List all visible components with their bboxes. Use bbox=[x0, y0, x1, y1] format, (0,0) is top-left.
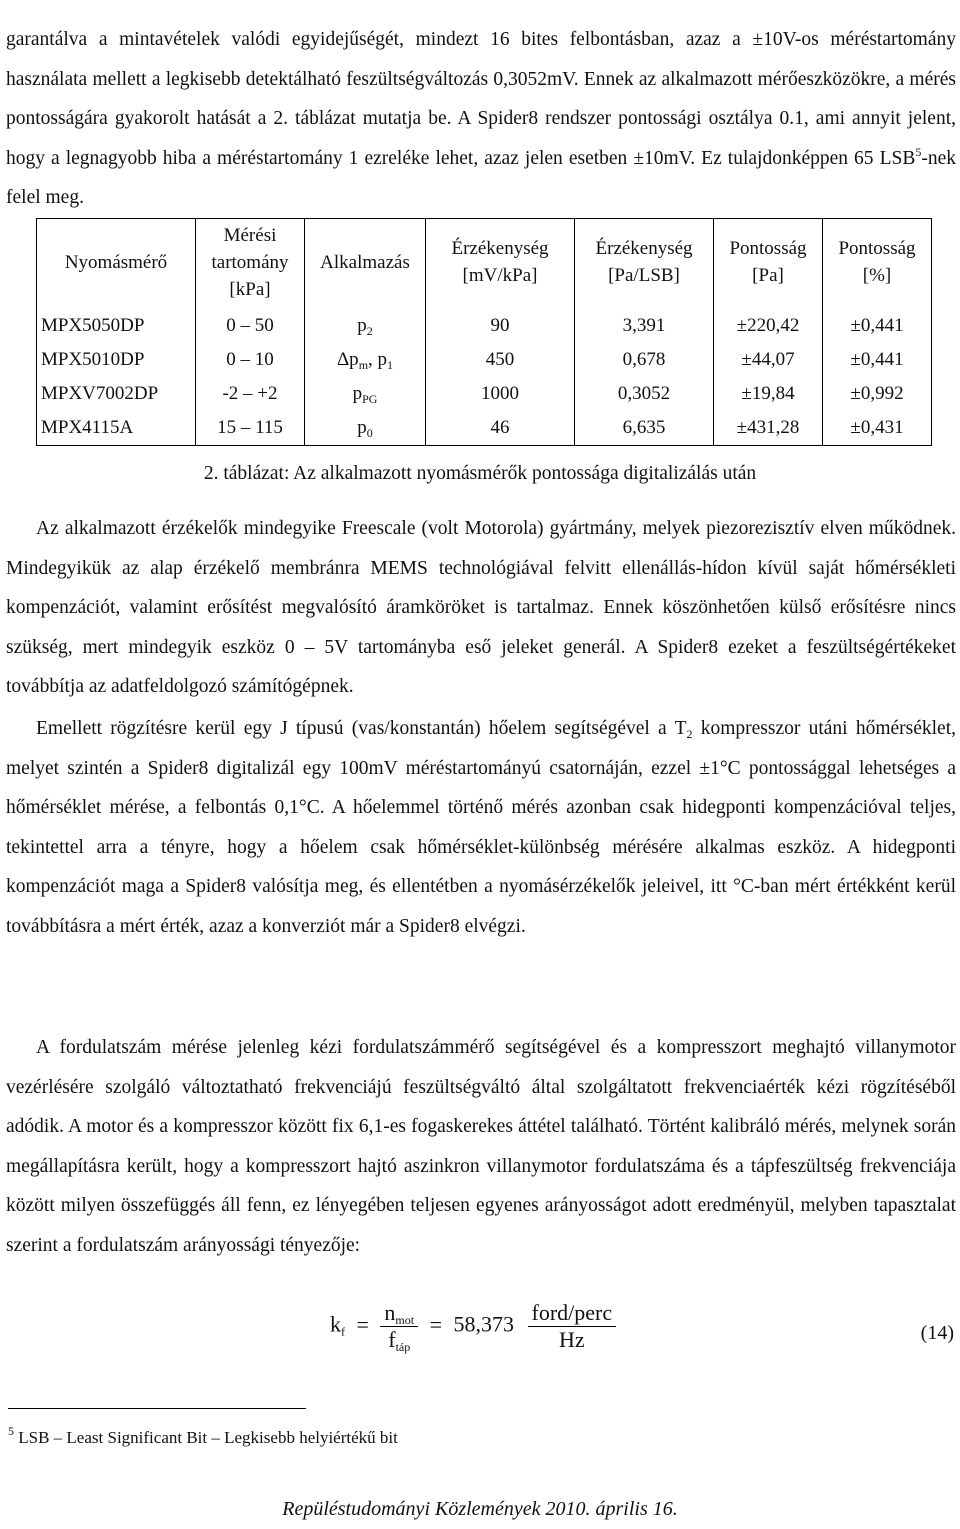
table-cell: ±0,441 bbox=[823, 305, 932, 343]
table-cell: 0,3052 bbox=[575, 377, 714, 411]
equation-number: (14) bbox=[920, 1322, 954, 1344]
table-cell: 90 bbox=[426, 305, 575, 343]
table-cell: $p_2$ bbox=[305, 305, 426, 343]
table-cell: 1000 bbox=[426, 377, 575, 411]
table-header: Érzékenység [mV/kPa] bbox=[426, 219, 575, 306]
table-cell: 450 bbox=[426, 343, 575, 377]
table-row bbox=[37, 305, 932, 343]
table-row bbox=[37, 411, 932, 446]
paragraph-thermocouple: Emellett rögzítésre kerül egy J típusú (vas/konstantán) hőelem segítségével a $T_2$ kompresszor utáni hőmérséklet, melyet szintén a Spider8 digitalizál egy 100mV méréstartományú csatornáján, ezzel ±1°C pontossággal lehetséges a hőmérséklet mérése, a felbontás 0,1°C. A hőelemmel történő mérés azonban csak hidegponti kompenzációval teljes, tekintettel arra a tényre, hogy a hőelem csak hőmérséklet-különbség mérésére alkalmas eszköz. A hidegponti kompenzációt maga a Spider8 valósítja meg, és ellentétben a nyomásérzékelők jeleivel, itt °C-ban mért értékként kerül továbbításra a mért érték, azaz a konverziót már a Spider8 elvégzi. bbox=[6, 718, 956, 937]
table-row bbox=[37, 377, 932, 411]
pressure-sensor-table bbox=[36, 218, 932, 446]
table-cell: ±431,28 bbox=[714, 411, 823, 446]
table-cell: 15 – 115 bbox=[196, 411, 305, 446]
table-header: Érzékenység [Pa/LSB] bbox=[575, 219, 714, 306]
footnote: $^5$ LSB – Least Significant Bit – Legkisebb helyiértékű bit bbox=[8, 1424, 398, 1447]
table-cell: MPX5010DP bbox=[37, 343, 196, 377]
table-cell: ±19,84 bbox=[714, 377, 823, 411]
paragraph-rpm: A fordulatszám mérése jelenleg kézi fordulatszámmérő segítségével és a kompresszort meghajtó villanymotor vezérlésére szolgáló változtatható frekvenciájú feszültségváltó által szolgáltatott frekvenciaérték kézi rögzítéséből adódik. A motor és a kompresszor között fix 6,1-es fogaskerekes áttétel található. Történt kalibráló mérés, melynek során megállapításra került, hogy a kompresszort hajtó aszinkron villanymotor fordulatszáma és a tápfeszültség frekvenciája között milyen összefüggés áll fenn, ez lényegében teljesen egyenes arányosságot adott eredményül, melyben tapasztalat szerint a fordulatszám arányossági tényezője: bbox=[6, 1037, 956, 1256]
table-cell: ±0,441 bbox=[823, 343, 932, 377]
table-header: Pontosság [Pa] bbox=[714, 219, 823, 306]
table-header: Mérési tartomány [kPa] bbox=[196, 219, 305, 306]
table-cell: 3,391 bbox=[575, 305, 714, 343]
table-cell: 6,635 bbox=[575, 411, 714, 446]
table-cell: 46 bbox=[426, 411, 575, 446]
table-cell: ±220,42 bbox=[714, 305, 823, 343]
table-cell: 0,678 bbox=[575, 343, 714, 377]
table-cell: 0 – 10 bbox=[196, 343, 305, 377]
table-header-row bbox=[37, 219, 932, 306]
fraction-unit: $\frac{\text{ford/perc}}{Hz}$ bbox=[528, 1300, 617, 1353]
table-cell: MPXV7002DP bbox=[37, 377, 196, 411]
table-header: Pontosság [%] bbox=[823, 219, 932, 306]
table-cell: MPX4115A bbox=[37, 411, 196, 446]
table-cell: 0 – 50 bbox=[196, 305, 305, 343]
page-footer: Repüléstudományi Közlemények 2010. április 16. bbox=[282, 1498, 678, 1520]
table-caption: 2. táblázat: Az alkalmazott nyomásmérők pontossága digitalizálás után bbox=[203, 463, 757, 484]
paragraph-intro: garantálva a mintavételek valódi egyidejűségét, mindezt 16 bites felbontásban, azaz a ±10V-os méréstartomány használata mellett a legkisebb detektálható feszültségváltozás 0,3052mV. Ennek az alkalmazott mérőeszközökre, a mérés pontosságára gyakorolt hatását a 2. táblázat mutatja be. A Spider8 rendszer pontossági osztálya 0.1, ami annyit jelent, hogy a legnagyobb hiba a méréstartomány 1 ezreléke lehet, azaz jelen esetben ±10mV. Ez tulajdonképpen 65 LSB$^5$-nek felel meg. bbox=[6, 29, 956, 208]
table-cell: ±44,07 bbox=[714, 343, 823, 377]
table-cell: $p_0$ bbox=[305, 411, 426, 446]
table-cell: $\Delta p_m$, $p_1$ bbox=[305, 343, 426, 377]
fraction-nmot-ftap: $\frac{n_{mot}}{f_{táp}}$ bbox=[380, 1300, 418, 1353]
table-cell: ±0,431 bbox=[823, 411, 932, 446]
footnote-divider bbox=[8, 1408, 306, 1409]
table-header: Alkalmazás bbox=[305, 219, 426, 306]
table-cell: MPX5050DP bbox=[37, 305, 196, 343]
table-cell: ±0,992 bbox=[823, 377, 932, 411]
paragraph-sensors: Az alkalmazott érzékelők mindegyike Freescale (volt Motorola) gyártmány, melyek piezorezisztív elven működnek. Mindegyikük az alap érzékelő membránra MEMS technológiával felvitt ellenállás-hídon kívül saját hőmérsékleti kompenzációt, valamint erősítést megvalósító áramköröket is tartalmaz. Ennek köszönhetően külső erősítésre nincs szükség, mert mindegyik eszköz 0 – 5V tartományba eső jeleket generál. A Spider8 ezeket a feszültségértékeket továbbítja az adatfeldolgozó számítógépnek. bbox=[6, 518, 956, 697]
equation-14: $k_f$ = $\frac{n_{mot}}{f_{táp}}$ = 58,373 $\frac{\text{ford/perc}}{Hz}$ bbox=[330, 1300, 616, 1353]
table-header: Nyomásmérő bbox=[37, 219, 196, 306]
table-cell: $p_{PG}$ bbox=[305, 377, 426, 411]
table-row bbox=[37, 343, 932, 377]
table-cell: -2 – +2 bbox=[196, 377, 305, 411]
